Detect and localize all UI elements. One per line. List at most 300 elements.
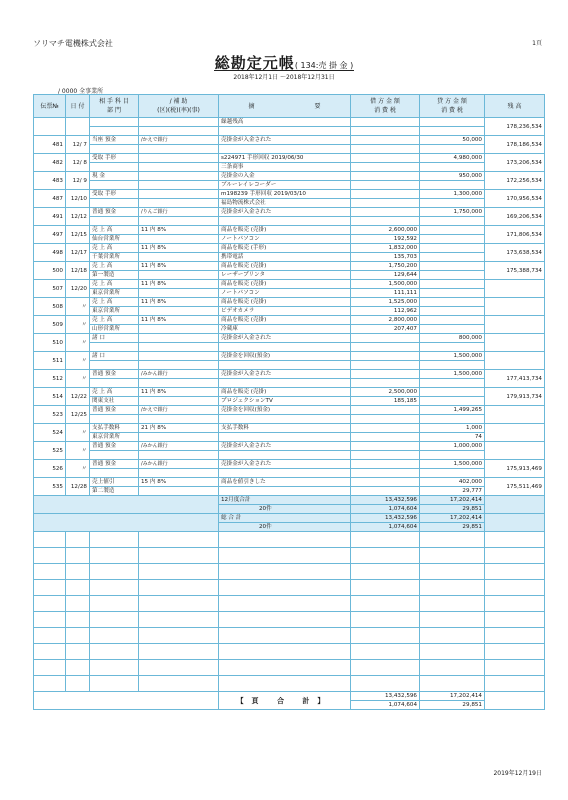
counter-account — [90, 118, 139, 127]
title-underline — [214, 70, 354, 71]
credit-tax: 74 — [420, 433, 485, 442]
debit-tax — [351, 163, 420, 172]
grand-total-label: 【頁 合 計】 — [219, 692, 351, 710]
table-row — [34, 190, 545, 199]
total-blank — [34, 496, 219, 514]
table-row — [34, 208, 545, 217]
blank-cell — [34, 532, 66, 548]
blank-cell — [219, 580, 351, 596]
entry-date: 12/18 — [66, 262, 90, 280]
blank-cell — [351, 580, 420, 596]
counter-account: 諸 口 — [90, 334, 139, 343]
credit-amount: 1,750,000 — [420, 208, 485, 217]
entry-date: 12/28 — [66, 478, 90, 496]
balance: 175,388,734 — [485, 262, 545, 280]
credit-amount: 4,980,000 — [420, 154, 485, 163]
balance — [485, 352, 545, 370]
blank-cell — [485, 676, 545, 692]
page-number: 1頁 — [532, 40, 542, 47]
entry-date: 12/15 — [66, 226, 90, 244]
title-suffix: ( 134:売 掛 金 ) — [294, 61, 354, 70]
sub-account — [139, 352, 219, 361]
counter-account: 普通 預金 — [90, 406, 139, 415]
tax-class — [139, 217, 219, 226]
blank-cell — [219, 612, 351, 628]
table-row-sub — [34, 451, 545, 460]
debit-tax — [351, 217, 420, 226]
balance: 171,806,534 — [485, 226, 545, 244]
debit-tax — [351, 433, 420, 442]
blank-cell — [420, 644, 485, 660]
debit-tax — [351, 415, 420, 424]
debit-amount — [351, 118, 420, 127]
blank-cell — [66, 628, 90, 644]
credit-amount — [420, 226, 485, 235]
balance: 179,913,734 — [485, 388, 545, 406]
entry-date — [66, 118, 90, 136]
credit-tax — [420, 163, 485, 172]
debit-tax: 135,703 — [351, 253, 420, 262]
debit-amount — [351, 136, 420, 145]
summary-line1: 売掛金を回収(預金) — [219, 406, 351, 415]
table-row-sub — [34, 181, 545, 190]
department — [90, 217, 139, 226]
balance — [485, 334, 545, 352]
tax-class — [139, 451, 219, 460]
credit-amount: 1,500,000 — [420, 370, 485, 379]
credit-tax — [420, 145, 485, 154]
entry-date: 12/12 — [66, 208, 90, 226]
slip-no: 500 — [34, 262, 66, 280]
blank-cell — [351, 644, 420, 660]
blank-cell — [34, 564, 66, 580]
balance — [485, 316, 545, 334]
blank-cell — [139, 676, 219, 692]
counter-account: 諸 口 — [90, 352, 139, 361]
total-row — [34, 496, 545, 505]
counter-account: 売 上 高 — [90, 280, 139, 289]
sub-account — [139, 154, 219, 163]
department: 東京営業所 — [90, 307, 139, 316]
summary-line1: 商品を販売 (売掛) — [219, 388, 351, 397]
sub-account: 11 内 8% — [139, 280, 219, 289]
summary-line1: 商品を販売 (売掛) — [219, 298, 351, 307]
blank-cell — [485, 612, 545, 628]
entry-date: 12/22 — [66, 388, 90, 406]
table-row — [34, 442, 545, 451]
debit-tax — [351, 181, 420, 190]
department: 関東支社 — [90, 397, 139, 406]
table-row — [34, 334, 545, 343]
blank-cell — [351, 676, 420, 692]
print-date: 2019年12月19日 — [493, 770, 542, 777]
entry-date: 〃 — [66, 370, 90, 388]
debit-amount — [351, 190, 420, 199]
entry-date: 12/ 9 — [66, 172, 90, 190]
credit-amount — [420, 244, 485, 253]
counter-account: 売 上 高 — [90, 226, 139, 235]
table-row — [34, 316, 545, 325]
blank-cell — [351, 564, 420, 580]
department — [90, 415, 139, 424]
blank-cell — [66, 676, 90, 692]
summary-line2 — [219, 433, 351, 442]
debit-tax — [351, 343, 420, 352]
blank-cell — [90, 580, 139, 596]
slip-no: 526 — [34, 460, 66, 478]
debit-amount — [351, 154, 420, 163]
department — [90, 469, 139, 478]
balance — [485, 298, 545, 316]
department: 仙台営業所 — [90, 235, 139, 244]
department: 第一製造 — [90, 271, 139, 280]
summary-line2 — [219, 145, 351, 154]
balance: 173,638,534 — [485, 244, 545, 262]
debit-tax — [351, 361, 420, 370]
debit-tax: 207,407 — [351, 325, 420, 334]
slip-no: 487 — [34, 190, 66, 208]
credit-tax — [420, 181, 485, 190]
balance — [485, 406, 545, 424]
credit-tax — [420, 379, 485, 388]
credit-tax — [420, 415, 485, 424]
credit-amount — [420, 280, 485, 289]
blank-cell — [90, 644, 139, 660]
blank-cell — [90, 628, 139, 644]
blank-cell — [219, 676, 351, 692]
summary-line2 — [219, 379, 351, 388]
counter-account: 売上値引 — [90, 478, 139, 487]
counter-account: 当座 預金 — [90, 136, 139, 145]
blank-cell — [139, 532, 219, 548]
summary-line2 — [219, 127, 351, 136]
slip-no: 512 — [34, 370, 66, 388]
debit-tax — [351, 379, 420, 388]
department — [90, 127, 139, 136]
credit-amount: 950,000 — [420, 172, 485, 181]
summary-line1: m198239 手形回収 2019/03/10 — [219, 190, 351, 199]
credit-tax — [420, 397, 485, 406]
blank-cell — [139, 548, 219, 564]
total-balance — [485, 496, 545, 514]
debit-amount: 1,525,000 — [351, 298, 420, 307]
tax-class — [139, 487, 219, 496]
total-debit: 13,432,596 — [351, 496, 420, 505]
credit-tax — [420, 361, 485, 370]
summary-line1: 商品を販売 (売掛) — [219, 316, 351, 325]
tax-class — [139, 145, 219, 154]
debit-tax: 112,962 — [351, 307, 420, 316]
blank-cell — [351, 532, 420, 548]
slip-no: 498 — [34, 244, 66, 262]
credit-tax — [420, 235, 485, 244]
credit-amount: 50,000 — [420, 136, 485, 145]
blank-cell — [219, 548, 351, 564]
col-date: 日 付 — [66, 95, 90, 118]
department — [90, 199, 139, 208]
credit-amount: 1,300,000 — [420, 190, 485, 199]
sub-account: 11 内 8% — [139, 388, 219, 397]
department: 東京営業所 — [90, 433, 139, 442]
table-row-sub — [34, 271, 545, 280]
counter-account: 売 上 高 — [90, 244, 139, 253]
total-balance — [485, 514, 545, 532]
credit-amount: 1,500,000 — [420, 460, 485, 469]
blank-row — [34, 628, 545, 644]
debit-amount — [351, 478, 420, 487]
header-row — [34, 95, 545, 118]
tax-class — [139, 307, 219, 316]
department — [90, 145, 139, 154]
blank-cell — [420, 580, 485, 596]
blank-cell — [485, 548, 545, 564]
blank-cell — [219, 596, 351, 612]
col-balance: 残 高 — [485, 95, 545, 118]
table-row-sub — [34, 325, 545, 334]
table-row-sub — [34, 199, 545, 208]
summary-line2: 携帯電話 — [219, 253, 351, 262]
credit-tax: 29,777 — [420, 487, 485, 496]
table-row-sub — [34, 253, 545, 262]
balance — [485, 424, 545, 442]
blank-cell — [66, 580, 90, 596]
balance: 175,511,469 — [485, 478, 545, 496]
tax-class — [139, 469, 219, 478]
blank-cell — [66, 532, 90, 548]
table-row — [34, 136, 545, 145]
summary-line2: レーザープリンタ — [219, 271, 351, 280]
blank-cell — [139, 644, 219, 660]
summary-line1: 売掛金の入金 — [219, 172, 351, 181]
table-row — [34, 388, 545, 397]
blank-row — [34, 676, 545, 692]
blank-cell — [139, 564, 219, 580]
debit-amount — [351, 460, 420, 469]
total-debit-tax: 1,074,604 — [351, 505, 420, 514]
blank-cell — [485, 596, 545, 612]
tax-class — [139, 127, 219, 136]
blank-cell — [139, 580, 219, 596]
blank-cell — [219, 564, 351, 580]
debit-tax: 111,111 — [351, 289, 420, 298]
table-row-sub — [34, 307, 545, 316]
slip-no: 509 — [34, 316, 66, 334]
summary-line2: ノートパソコン — [219, 289, 351, 298]
blank-cell — [420, 660, 485, 676]
tax-class — [139, 361, 219, 370]
sub-account — [139, 172, 219, 181]
blank-cell — [34, 676, 66, 692]
blank-cell — [66, 644, 90, 660]
blank-row — [34, 596, 545, 612]
credit-amount: 402,000 — [420, 478, 485, 487]
blank-cell — [66, 596, 90, 612]
department: 第二製造 — [90, 487, 139, 496]
credit-tax — [420, 127, 485, 136]
credit-tax — [420, 451, 485, 460]
debit-amount — [351, 208, 420, 217]
tax-class — [139, 379, 219, 388]
debit-tax — [351, 145, 420, 154]
tax-class — [139, 325, 219, 334]
tax-class — [139, 289, 219, 298]
total-debit-tax: 1,074,604 — [351, 523, 420, 532]
table-row-sub — [34, 379, 545, 388]
slip-no — [34, 118, 66, 136]
tax-class — [139, 163, 219, 172]
table-row — [34, 478, 545, 487]
sub-account: /みかん銀行 — [139, 370, 219, 379]
blank-cell — [90, 532, 139, 548]
grand-debit-tax: 1,074,604 — [351, 701, 420, 710]
table-row — [34, 226, 545, 235]
balance: 172,256,534 — [485, 172, 545, 190]
credit-amount — [420, 298, 485, 307]
tax-class — [139, 253, 219, 262]
blank-row — [34, 660, 545, 676]
debit-tax — [351, 469, 420, 478]
company-name: ソリマチ電機株式会社 — [33, 39, 113, 48]
col-counter-account: 相 手 科 目 部 門 — [90, 95, 139, 118]
debit-amount: 2,500,000 — [351, 388, 420, 397]
entry-date: 12/ 7 — [66, 136, 90, 154]
grand-credit: 17,202,414 — [420, 692, 485, 701]
blank-cell — [66, 612, 90, 628]
sub-account: 11 内 8% — [139, 226, 219, 235]
credit-tax — [420, 325, 485, 334]
counter-account: 受取 手形 — [90, 190, 139, 199]
ledger-table — [33, 94, 545, 710]
blank-row — [34, 548, 545, 564]
summary-line2 — [219, 217, 351, 226]
blank-cell — [351, 660, 420, 676]
summary-line2 — [219, 469, 351, 478]
summary-line1: s224971 手形回収 2019/06/30 — [219, 154, 351, 163]
sub-account: /みかん銀行 — [139, 442, 219, 451]
slip-no: 514 — [34, 388, 66, 406]
debit-amount — [351, 370, 420, 379]
table-row — [34, 262, 545, 271]
blank-cell — [351, 612, 420, 628]
table-row-sub — [34, 217, 545, 226]
credit-tax — [420, 307, 485, 316]
blank-cell — [34, 580, 66, 596]
blank-cell — [420, 564, 485, 580]
summary-line2: 三条商事 — [219, 163, 351, 172]
grand-total-row — [34, 692, 545, 701]
summary-line1: 売掛金が入金された — [219, 334, 351, 343]
slip-no: 497 — [34, 226, 66, 244]
summary-line1: 商品を値引きした — [219, 478, 351, 487]
counter-account: 受取 手形 — [90, 154, 139, 163]
counter-account: 売 上 高 — [90, 262, 139, 271]
tax-class — [139, 343, 219, 352]
balance: 178,186,534 — [485, 136, 545, 154]
summary-line1: 売掛金を回収(預金) — [219, 352, 351, 361]
slip-no: 511 — [34, 352, 66, 370]
summary-line1: 商品を販売 (売掛) — [219, 280, 351, 289]
debit-amount — [351, 352, 420, 361]
counter-account: 普通 預金 — [90, 208, 139, 217]
sub-account: 15 内 8% — [139, 478, 219, 487]
blank-row — [34, 580, 545, 596]
blank-cell — [66, 548, 90, 564]
tax-class — [139, 271, 219, 280]
table-row-sub — [34, 415, 545, 424]
table-row — [34, 154, 545, 163]
debit-tax — [351, 451, 420, 460]
summary-line1: 支払手数料 — [219, 424, 351, 433]
credit-amount — [420, 262, 485, 271]
debit-amount — [351, 406, 420, 415]
blank-cell — [485, 564, 545, 580]
table-row — [34, 370, 545, 379]
summary-line2 — [219, 487, 351, 496]
table-row-sub — [34, 397, 545, 406]
sub-account: 11 内 8% — [139, 244, 219, 253]
summary-line2: ビデオカメラ — [219, 307, 351, 316]
table-row — [34, 460, 545, 469]
blank-cell — [420, 596, 485, 612]
blank-cell — [420, 612, 485, 628]
credit-tax — [420, 217, 485, 226]
entry-date: 〃 — [66, 298, 90, 316]
blank-cell — [485, 628, 545, 644]
ledger-body — [34, 118, 545, 710]
summary-line2: ブルーレイレコーダー — [219, 181, 351, 190]
blank-cell — [90, 564, 139, 580]
total-row — [34, 514, 545, 523]
blank-cell — [351, 628, 420, 644]
counter-account: 売 上 高 — [90, 316, 139, 325]
sub-account: /かえで銀行 — [139, 136, 219, 145]
tax-class — [139, 181, 219, 190]
credit-amount: 1,500,000 — [420, 352, 485, 361]
entry-date: 〃 — [66, 352, 90, 370]
blank-cell — [420, 532, 485, 548]
table-row — [34, 352, 545, 361]
summary-line2 — [219, 451, 351, 460]
slip-no: 510 — [34, 334, 66, 352]
table-row — [34, 118, 545, 127]
summary-line1: 商品を販売 (売掛) — [219, 226, 351, 235]
table-row — [34, 424, 545, 433]
blank-row — [34, 564, 545, 580]
counter-account: 普通 預金 — [90, 370, 139, 379]
table-row-sub — [34, 127, 545, 136]
blank-cell — [90, 660, 139, 676]
counter-account: 売 上 高 — [90, 388, 139, 397]
debit-amount — [351, 334, 420, 343]
balance: 170,956,534 — [485, 190, 545, 208]
summary-line2 — [219, 343, 351, 352]
sub-account — [139, 118, 219, 127]
blank-cell — [34, 596, 66, 612]
credit-amount: 800,000 — [420, 334, 485, 343]
summary-line1: 売掛金が入金された — [219, 442, 351, 451]
balance — [485, 280, 545, 298]
department — [90, 379, 139, 388]
total-credit: 17,202,414 — [420, 514, 485, 523]
blank-cell — [139, 612, 219, 628]
table-row-sub — [34, 145, 545, 154]
debit-tax: 192,592 — [351, 235, 420, 244]
department — [90, 181, 139, 190]
blank-cell — [34, 612, 66, 628]
total-label: 総 合 計 — [219, 514, 351, 523]
balance: 178,236,534 — [485, 118, 545, 136]
blank-cell — [219, 628, 351, 644]
